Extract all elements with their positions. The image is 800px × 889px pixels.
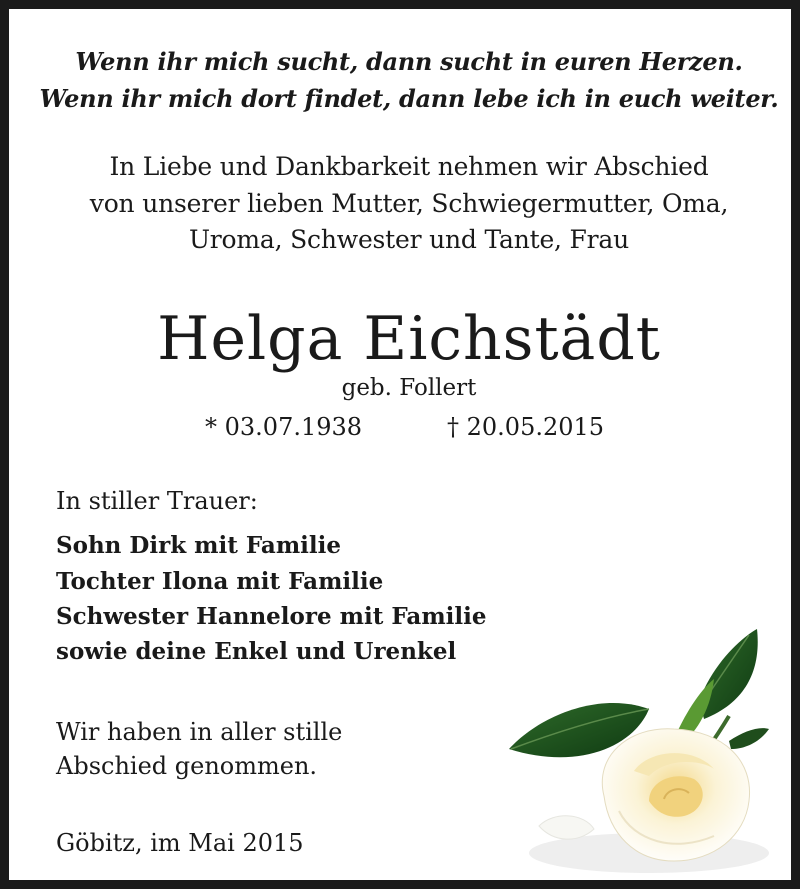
intro-line-2: von unserer lieben Mutter, Schwiegermutter, Oma,: [89, 189, 729, 218]
mourner-line: Tochter Ilona mit Familie: [56, 568, 384, 595]
white-rose-icon: [499, 621, 779, 889]
deceased-name: Helga Eichstädt: [157, 304, 661, 374]
farewell-line-1: Wir haben in aller stille: [56, 718, 343, 746]
mourner-line: sowie deine Enkel und Urenkel: [56, 638, 457, 665]
mourner-line: Schwester Hannelore mit Familie: [56, 603, 487, 630]
intro-line-3: Uroma, Schwester und Tante, Frau: [188, 225, 630, 254]
intro-line-1: In Liebe und Dankbarkeit nehmen wir Abschied: [109, 152, 709, 181]
motto-line-1: Wenn ihr mich sucht, dann sucht in euren Herzen.: [75, 47, 743, 76]
place-date: Göbitz, im Mai 2015: [56, 829, 304, 857]
motto-line-2: Wenn ihr mich dort findet, dann lebe ich in euch weiter.: [39, 84, 779, 113]
birth-date: * 03.07.1938: [205, 413, 363, 441]
death-date: † 20.05.2015: [447, 413, 605, 441]
maiden-name: geb. Follert: [341, 375, 477, 401]
mourners-heading: In stiller Trauer:: [56, 487, 258, 515]
mourner-line: Sohn Dirk mit Familie: [56, 532, 342, 559]
farewell-line-2: Abschied genommen.: [56, 752, 318, 780]
